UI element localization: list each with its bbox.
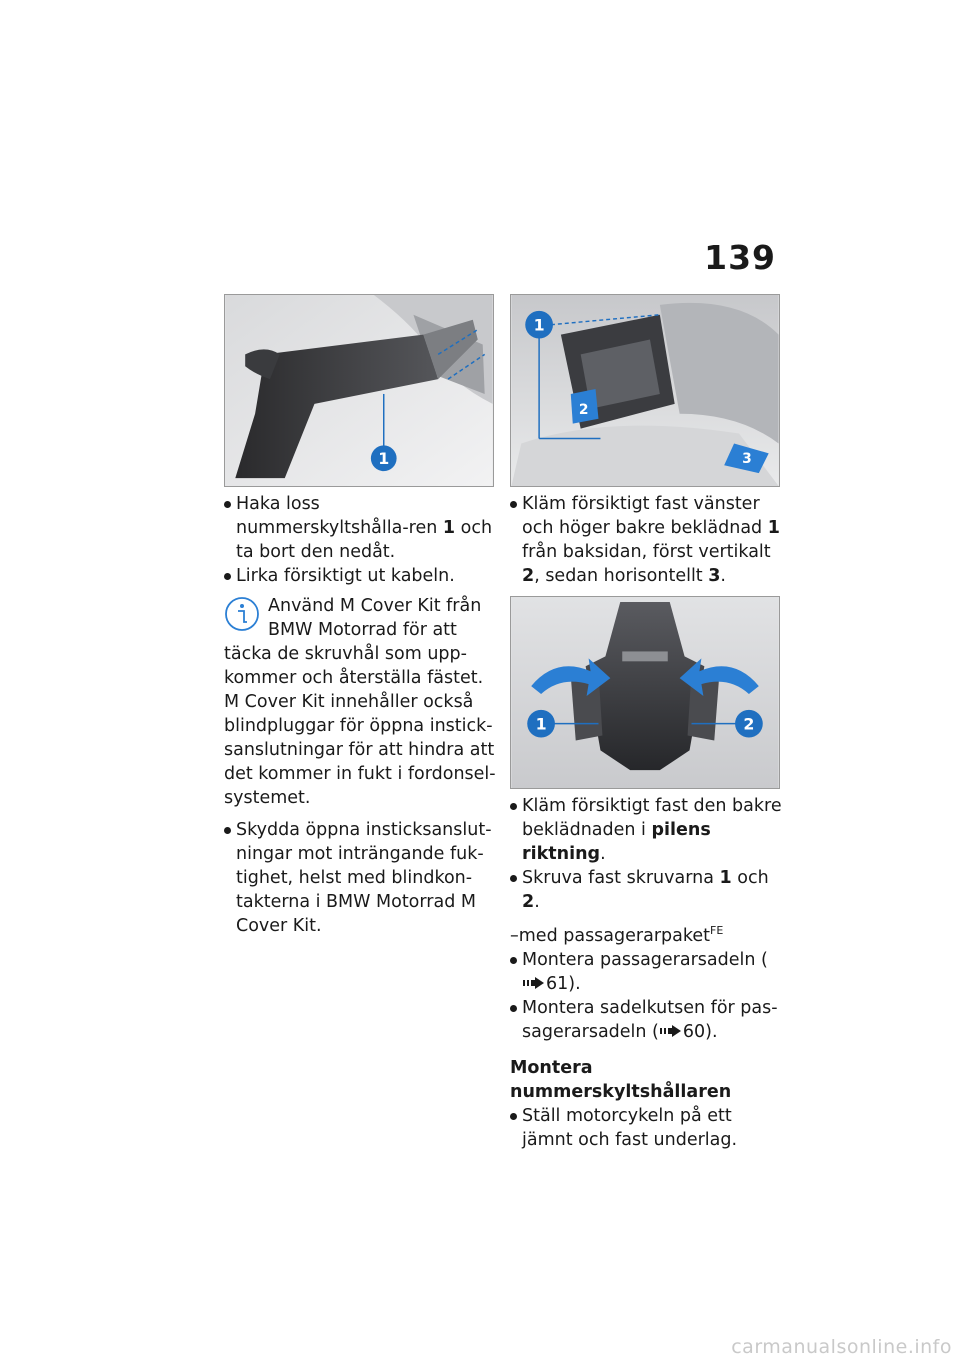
bullet-text: och ta bort den nedåt. [236, 518, 493, 562]
section-heading: Montera nummerskyltshållaren [510, 1058, 732, 1102]
callout-3: 3 [742, 451, 752, 468]
bullet-text: Ställ motorcykeln på ett jämnt och fast underlag. [522, 1106, 738, 1150]
license-plate-holder-illustration [225, 295, 493, 486]
info-text: täcka de skruvhål som upp-kommer och återställa fästet. M Cover Kit innehåller också blindpluggar för öppna instick-sanslutningar för att hindra att det kommer in fukt i fordonsel-systemet. [224, 644, 496, 808]
emphasis-text: pilens riktning [522, 820, 711, 864]
bullet-item [510, 492, 782, 588]
bullet-text: Haka loss nummerskyltshålla-ren [236, 494, 443, 538]
bullet-item [510, 794, 782, 866]
bullet-text: och [731, 868, 769, 888]
bullet-text: Montera passagerarsadeln ( [522, 950, 768, 970]
watermark: carmanualsonline.info [731, 1336, 952, 1358]
callout-1: 1 [535, 714, 547, 734]
callout-1: 1 [533, 315, 545, 335]
bullet-item [224, 564, 496, 588]
page-ref-number[interactable]: 60 [682, 1022, 706, 1042]
page-number: 139 [704, 238, 776, 277]
bullet-text: ). [705, 1022, 718, 1042]
right-column-upper [510, 492, 782, 588]
figure-rear-trim-screws [510, 596, 780, 789]
bullet-text: Kläm försiktigt fast den bakre beklädnaden i [522, 796, 782, 840]
condition-line [510, 924, 782, 948]
ref-number: 2 [522, 892, 535, 912]
bullet-text: Kläm försiktigt fast vänster och höger bakre beklädnad [522, 494, 768, 538]
figure-license-plate-holder [224, 294, 494, 487]
bullet-item [510, 996, 782, 1044]
bullet-item [510, 866, 782, 914]
info-icon [224, 596, 260, 632]
page-ref-number[interactable]: 61 [546, 974, 569, 994]
bullet-text: Skydda öppna insticksanslut-ningar mot inträngande fuk-tighet, helst med blindkon-takterna i BMW Motorrad M Cover Kit. [236, 820, 492, 936]
bullet-text: . [600, 844, 606, 864]
page-ref-arrow-icon [659, 1024, 683, 1038]
ref-number: 3 [708, 566, 721, 586]
info-note [224, 594, 496, 810]
bullet-text: Skruva fast skruvarna [522, 868, 720, 888]
ref-number: 2 [522, 566, 535, 586]
rear-trim-illustration [511, 295, 779, 486]
bullet-text: . [534, 892, 540, 912]
bullet-item [224, 492, 496, 564]
condition-superscript: FE [710, 924, 724, 938]
bullet-text: ). [568, 974, 581, 994]
bullet-text: Lirka försiktigt ut kabeln. [236, 566, 455, 586]
info-text: Använd M Cover Kit från BMW Motorrad för att [268, 596, 482, 640]
callout-1: 1 [378, 449, 390, 469]
bullet-item [510, 1104, 782, 1152]
bullet-text: Montera sadelkutsen för pas-sagerarsadeln ( [522, 998, 778, 1042]
right-column-lower [510, 794, 782, 1152]
bullet-item [224, 818, 496, 938]
callout-2: 2 [578, 401, 589, 418]
page-ref-arrow-icon [522, 976, 546, 990]
condition-text: –med passagerarpaket [510, 926, 710, 946]
ref-number: 1 [442, 518, 456, 538]
bullet-item [510, 948, 782, 996]
bullet-text: , sedan horisontellt [534, 566, 709, 586]
left-column [224, 492, 496, 938]
callout-2: 2 [743, 714, 755, 734]
ref-number: 1 [767, 518, 780, 538]
figure-rear-trim-clip [510, 294, 780, 487]
rear-trim-screws-illustration [511, 597, 779, 788]
ref-number: 1 [719, 868, 732, 888]
bullet-text: från baksidan, först vertikalt [522, 542, 771, 562]
bullet-text: . [720, 566, 726, 586]
